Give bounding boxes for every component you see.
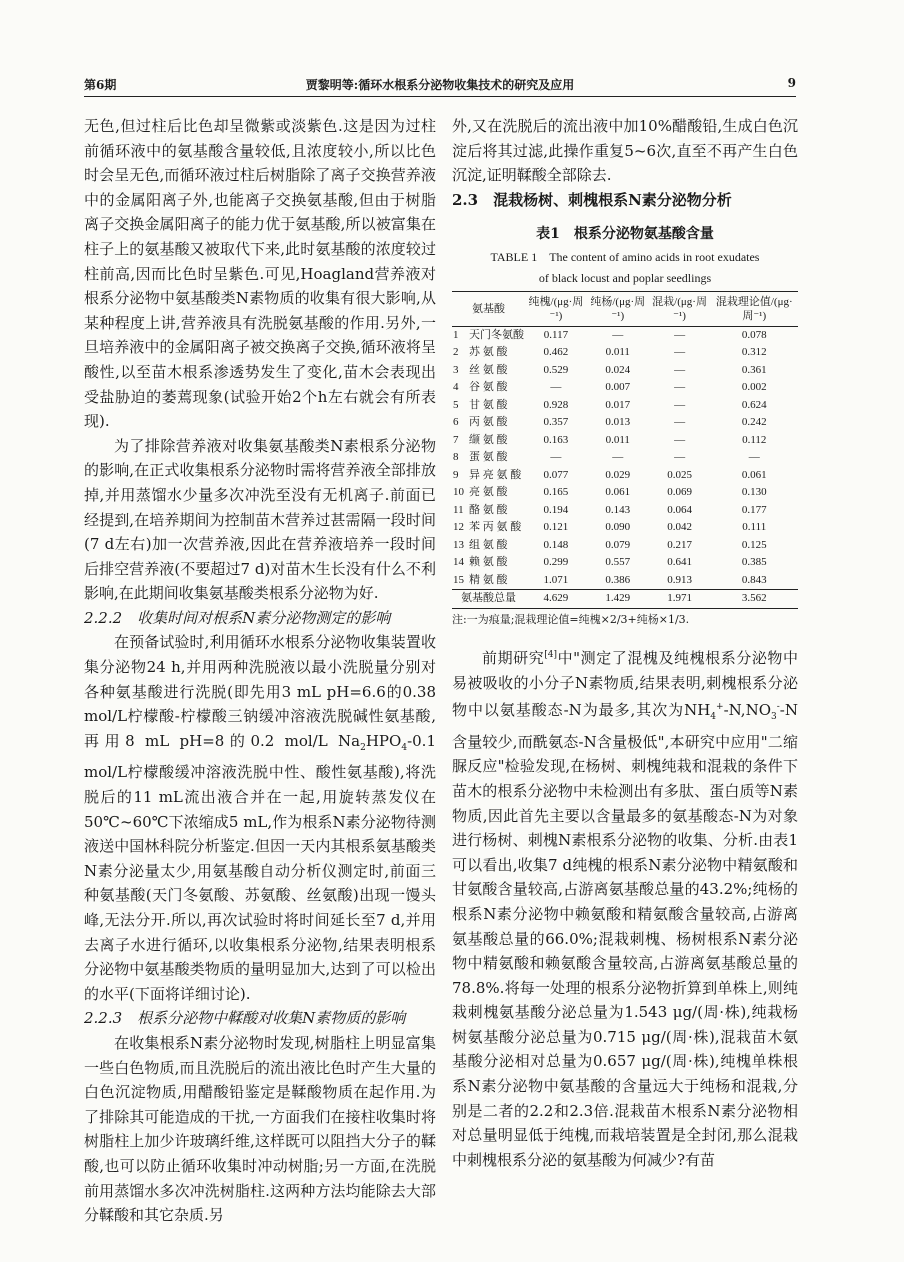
table-cell: 0.007 <box>605 381 631 394</box>
table-cell: 0.017 <box>605 398 631 411</box>
row-number: 3 <box>453 363 459 376</box>
table-cell: 0.011 <box>605 346 630 359</box>
table-cell: 0.130 <box>741 486 767 499</box>
table-cell: 0.011 <box>605 433 630 446</box>
table-cell: 0.024 <box>605 363 631 376</box>
table-cell: 0.061 <box>605 486 631 499</box>
table-cell: 0.177 <box>741 503 767 516</box>
table-cell: 0.143 <box>605 503 631 516</box>
table-cell: — <box>674 433 686 446</box>
table-cell: 0.361 <box>741 363 767 376</box>
table-caption-en: of black locust and poplar seedlings <box>538 270 712 285</box>
amino-acid-name: 苏 氨 酸 <box>469 346 508 359</box>
table-cell: — <box>550 451 562 464</box>
table-cell: 0.117 <box>543 328 569 341</box>
amino-acid-name: 蛋 氨 酸 <box>469 451 508 464</box>
table-cell: 0.357 <box>543 416 569 429</box>
row-number: 4 <box>453 381 459 394</box>
table-header: 混栽理论值/(μg·周⁻¹) <box>710 291 798 326</box>
amino-acid-name: 丙 氨 酸 <box>469 416 508 429</box>
amino-acid-name: 缬 氨 酸 <box>469 433 508 446</box>
table-header: 纯杨/(μg·周⁻¹) <box>587 291 649 326</box>
table-cell: 0.299 <box>543 556 569 569</box>
table-cell: 0.217 <box>667 538 692 551</box>
amino-acid-name: 丝 氨 酸 <box>469 363 508 376</box>
table-cell: 0.462 <box>543 346 569 359</box>
amino-acid-name: 天门冬氨酸 <box>469 328 524 341</box>
table-cell: — <box>674 363 686 376</box>
running-header <box>84 76 796 97</box>
table-cell: 0.029 <box>605 468 631 481</box>
table-cell: 0.079 <box>605 538 631 551</box>
table-cell: 0.064 <box>667 503 692 516</box>
paragraph: 前期研究[4]中"测定了混槐及纯槐根系分泌物中易被吸收的小分子N素物质,结果表明,刺槐根系分泌物中以氨基酸态-N为最多,其次为$NH_4^+-N,NO_3^--N$含量较少,而酰氨态-N含量极低",本研究中应用"二缩脲反应"检验发现,在杨树、刺槐纯栽和混栽的条件下苗木的根系分泌物中未检测出有多肽、蛋白质等N素物质,因此首先主要以含量最多的氨基酸态-N为对象进行杨树、刺槐N素根系分泌物的收集、分析.由表1可以看出,收集7 d纯槐的根系N素分泌物中精氨酸和甘氨酸含量较高,占游离氨基酸总量的43.2%;纯杨的根系N素分泌物中赖氨酸和精氨酸含量较高,占游离氨基酸总量的66.0%;混栽刺槐、杨树根系N素分泌物中精氨酸和赖氨酸含量较高,占游离氨基酸总量的78.8%.将每一处理的根系分泌物折算到单株上,则纯栽刺槐氨基酸分泌总量为1.543 μg/(周·株),纯栽杨树氨基酸分泌总量为0.715 μg/(周·株),混栽苗木氨基酸分泌相对总量为0.657 μg/(周·株),纯槐单株根系N素分泌物中氨基酸的含量远大于纯杨和混栽,分别是二者的2.2和2.3倍.混栽苗木根系N素分泌物相对总量明显低于纯槐,而栽培装置是全封闭,那么混栽中刺槐根系分泌的氨基酸为何减少?有苗 <box>452 648 798 1169</box>
table-header: 纯槐/(μg·周⁻¹) <box>525 291 587 326</box>
table-cell: 0.148 <box>543 538 569 551</box>
table-cell: 0.312 <box>741 346 767 359</box>
row-number: 2 <box>453 346 459 359</box>
table-header: 氨基酸 <box>452 291 525 326</box>
paragraph: 为了排除营养液对收集氨基酸类N素根系分泌物的影响,在正式收集根系分泌物时需将营养液全部排放掉,并用蒸馏水少量多次冲洗至没有无机离子.前面已经提到,在培养期间为控制苗木营养过甚需隔一段时间(7 d左右)加一次营养液,因此在营养液培养一段时间后排空营养液(不要超过7 d)对苗木生长没有什么不利影响,在此期间收集氨基酸类根系分泌物为好. <box>84 436 436 603</box>
amino-acid-name: 精 氨 酸 <box>469 573 508 586</box>
table-cell: — <box>612 451 624 464</box>
row-number: 10 <box>453 486 464 499</box>
table-cell: — <box>674 451 686 464</box>
row-number: 9 <box>453 468 459 481</box>
table-cell: 0.077 <box>543 468 569 481</box>
table-cell: 0.194 <box>543 503 569 516</box>
table-cell: 0.125 <box>741 538 767 551</box>
table-cell: 1.071 <box>543 573 569 586</box>
table-cell: — <box>612 328 624 341</box>
row-number: 14 <box>453 556 464 569</box>
row-number: 12 <box>453 521 464 534</box>
amino-acid-name: 苯 丙 氨 酸 <box>469 521 522 534</box>
table-cell: 0.061 <box>741 468 767 481</box>
row-number: 11 <box>453 503 464 516</box>
table-cell: 0.529 <box>543 363 569 376</box>
table-cell: 3.562 <box>710 590 798 609</box>
table-cell: — <box>550 381 562 394</box>
row-number: 8 <box>453 451 459 464</box>
issue-number: 第6期 <box>84 78 117 92</box>
amino-acid-name: 亮 氨 酸 <box>469 486 508 499</box>
table-row <box>452 467 798 485</box>
amino-acid-name: 甘 氨 酸 <box>469 398 508 411</box>
amino-acid-name: 组 氨 酸 <box>469 538 508 551</box>
table-cell: 0.386 <box>605 573 631 586</box>
table-cell: 0.385 <box>741 556 767 569</box>
table-cell: 0.843 <box>741 573 767 586</box>
table-cell: 0.078 <box>741 328 767 341</box>
table-cell: 1.429 <box>587 590 649 609</box>
table-caption-en: TABLE 1 The content of amino acids in root exudates <box>490 249 760 264</box>
row-number: 13 <box>453 538 464 551</box>
table-row <box>452 326 798 344</box>
table-cell: 0.165 <box>543 486 569 499</box>
table-cell: — <box>674 416 686 429</box>
table-cell: — <box>748 451 760 464</box>
amino-acid-name: 谷 氨 酸 <box>469 381 508 394</box>
table-cell: 0.928 <box>543 398 569 411</box>
table-row <box>452 379 798 397</box>
table-cell: — <box>674 346 686 359</box>
table-row <box>452 554 798 572</box>
row-number: 15 <box>453 573 464 586</box>
row-number: 5 <box>453 398 459 411</box>
table-cell: 0.042 <box>667 521 692 534</box>
table-cell: 0.090 <box>605 521 631 534</box>
paragraph: 在预备试验时,利用循环水根系分泌物收集装置收集分泌物24 h,并用两种洗脱液以最小洗脱量分别对各种氨基酸进行洗脱(即先用3 mL pH=6.6的0.38 mol/L柠檬酸-柠檬酸三钠缓冲溶液洗脱碱性氨基酸,再用8 mL pH=8的0.2 mol/L $Na_2HPO_4-0.1$ mol/L柠檬酸缓冲溶液洗脱中性、酸性氨基酸),将洗脱后的11 mL流出液合并在一起,用旋转蒸发仪在50℃~60℃下浓缩成5 mL,作为根系N素分泌物待测液送中国林科院分析鉴定.但因一天内其根系氨基酸类N素分泌量太少,用氨基酸自动分析仪测定时,前面三种氨基酸(天门冬氨酸、苏氨酸、丝氨酸)出现一馒头峰,无法分开.所以,再次试验时将时间延长至7 d,并用去离子水进行循环,以收集根系分泌物,结果表明根系分泌物中氨基酸类物质的量明显加大,达到了可以检出的水平(下面将详细讨论). <box>84 633 436 1003</box>
paragraph: 在收集根系N素分泌物时发现,树脂柱上明显富集一些白色物质,而且洗脱后的流出液比色时产生大量的白色沉淀物质,用醋酸铅鉴定是鞣酸物质在起作用.为了排除其可能造成的干扰,一方面我们在接柱收集时将树脂柱上加少许玻璃纤维,这样既可以阻挡大分子的鞣酸,也可以防止循环收集时冲动树脂;另一方面,在洗脱前用蒸馏水多次冲洗树脂柱.这两种方法均能除去大部分鞣酸和其它杂质.另 <box>84 1033 436 1225</box>
table-cell: 0.121 <box>543 521 569 534</box>
page-number: 9 <box>787 76 796 90</box>
table-cell: — <box>674 398 686 411</box>
table-row <box>452 344 798 362</box>
table-note: 注:一为痕量;混栽理论值=纯槐×2/3+纯杨×1/3. <box>452 612 690 626</box>
table-row <box>452 519 798 537</box>
table-row <box>452 432 798 450</box>
table-row <box>452 537 798 555</box>
amino-acid-table <box>452 291 798 609</box>
table-cell: 1.971 <box>649 590 711 609</box>
left-column <box>84 114 436 1228</box>
table-cell: 0.013 <box>605 416 631 429</box>
table-row <box>452 484 798 502</box>
table-caption: 表1 根系分泌物氨基酸含量 <box>536 226 714 243</box>
table-total-row <box>452 590 798 609</box>
table-row <box>452 414 798 432</box>
row-number: 1 <box>453 328 459 341</box>
table-row <box>452 502 798 520</box>
table-row <box>452 449 798 467</box>
paragraph: 无色,但过柱后比色却呈微紫或淡紫色.这是因为过柱前循环液中的氨基酸含量较低,且浓度较小,所以比色时会呈无色,而循环液过柱后树脂除了离子交换营养液中的金属阳离子外,也能离子交换氨基酸,但由于树脂离子交换金属阳离子的能力优于氨基酸,所以被富集在柱子上的氨基酸又被取代下来,此时氨基酸的浓度较过柱前高,因而比色时呈紫色.可见,Hoagland营养液对根系分泌物中氨基酸类N素物质的收集有很大影响,从某种程度上讲,营养液具有洗脱氨基酸的作用.另外,一旦培养液中的金属阳离子被交换离子交换,循环液将呈酸性,以至苗木根系渗透势发生了变化,苗木会表现出受盐胁迫的萎蔫现象(试验开始2个h左右就会有所表现). <box>84 117 436 431</box>
table-cell: 0.557 <box>605 556 631 569</box>
table-cell: — <box>674 381 686 394</box>
table-cell: 0.242 <box>741 416 767 429</box>
table-header: 混栽/(μg·周⁻¹) <box>649 291 711 326</box>
table-cell: 0.624 <box>741 398 767 411</box>
amino-acid-name: 异 亮 氨 酸 <box>469 468 522 481</box>
table-cell: 0.069 <box>667 486 692 499</box>
section-heading-2-3: 2.3 混栽杨树、刺槐根系N素分泌物分析 <box>452 190 732 209</box>
table-row <box>452 362 798 380</box>
table-cell: 0.112 <box>742 433 767 446</box>
table-cell: 0.111 <box>742 521 767 534</box>
section-heading-2-2-3: 2.2.3 根系分泌物中鞣酸对收集N素物质的影响 <box>84 1009 406 1028</box>
table-row <box>452 397 798 415</box>
table-cell: 0.641 <box>667 556 692 569</box>
paragraph: 外,又在洗脱后的流出液中加10%醋酸铅,生成白色沉淀后将其过滤,此操作重复5~6次,直至不再产生白色沉淀,证明鞣酸全部除去. <box>452 117 798 185</box>
table-cell: 4.629 <box>525 590 587 609</box>
right-column <box>452 114 798 1172</box>
running-title: 贾黎明等:循环水根系分泌物收集技术的研究及应用 <box>305 78 575 92</box>
row-number: 7 <box>453 433 459 446</box>
table-cell: — <box>674 328 686 341</box>
table-cell: 0.002 <box>741 381 767 394</box>
table-row <box>452 572 798 590</box>
total-label: 氨基酸总量 <box>452 590 525 609</box>
section-heading-2-2-2: 2.2.2 收集时间对根系N素分泌物测定的影响 <box>84 608 391 627</box>
table-cell: 0.913 <box>667 573 692 586</box>
table-cell: 0.025 <box>667 468 692 481</box>
table-cell: 0.163 <box>543 433 569 446</box>
amino-acid-name: 赖 氨 酸 <box>469 556 508 569</box>
row-number: 6 <box>453 416 459 429</box>
amino-acid-name: 酪 氨 酸 <box>469 503 508 516</box>
